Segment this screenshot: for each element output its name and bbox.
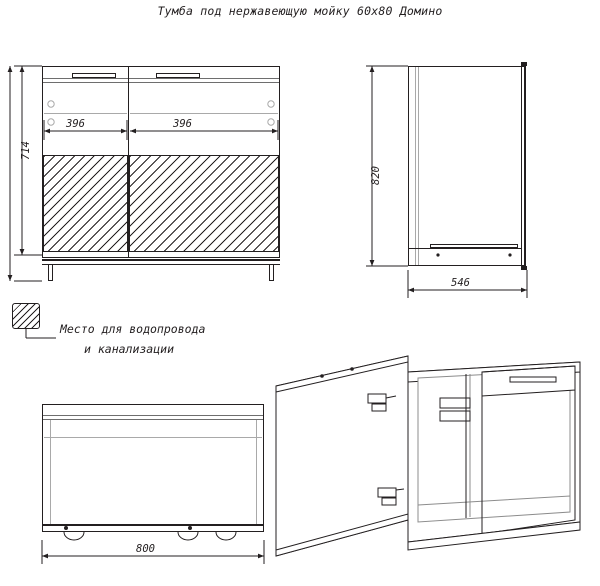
legend-line-2: и канализации (84, 342, 175, 356)
dim-door-right-width: 396 (173, 118, 192, 130)
dim-door-left-width: 396 (66, 118, 85, 130)
legend-line-1: Место для водопровода (60, 322, 206, 336)
page-title: Тумба под нержавеющую мойку 60х80 Домино (157, 4, 443, 18)
dim-side-depth: 546 (451, 277, 470, 289)
dim-top-width: 800 (136, 543, 155, 555)
dim-total-height: 714 (20, 141, 32, 160)
dim-side-height: 820 (370, 166, 382, 185)
